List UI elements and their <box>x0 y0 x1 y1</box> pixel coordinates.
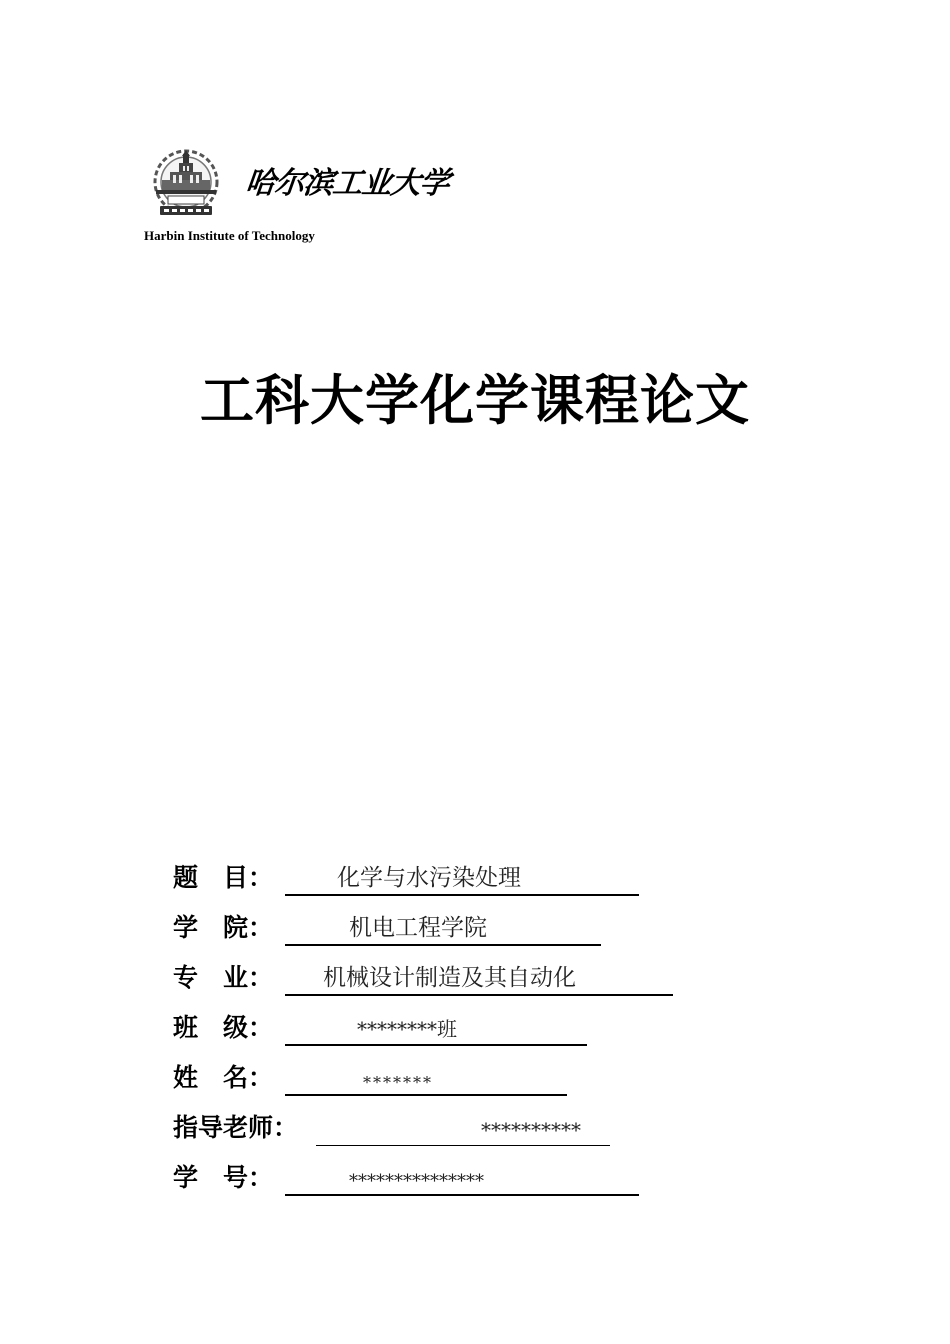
info-label-college: 学 院： <box>173 913 274 942</box>
info-value-advisor: ********** <box>481 1118 581 1142</box>
info-label-name: 姓 名： <box>173 1063 274 1092</box>
info-value-topic: 化学与水污染处理 <box>337 865 521 891</box>
underline <box>285 994 673 996</box>
info-value-class: ********班 <box>357 1017 457 1041</box>
university-logo <box>148 148 451 218</box>
info-label-class: 班 级： <box>173 1013 274 1042</box>
info-label-advisor: 指导老师： <box>173 1113 299 1142</box>
page-title: 工科大学化学课程论文 <box>200 369 750 432</box>
info-value-college: 机电工程学院 <box>349 915 487 941</box>
info-label-major: 专 业： <box>173 963 274 992</box>
university-english-name: Harbin Institute of Technology <box>144 228 315 243</box>
underline <box>285 1094 567 1096</box>
underline <box>285 1194 639 1196</box>
underline <box>285 944 601 946</box>
university-seal-icon <box>148 148 224 218</box>
info-value-student-id: *************** <box>349 1171 484 1192</box>
underline <box>285 1044 587 1046</box>
info-value-name: ******* <box>363 1073 433 1092</box>
underline <box>316 1145 610 1146</box>
info-label-student-id: 学 号： <box>173 1163 274 1192</box>
university-logo-text: 哈尔滨工业大学 <box>243 166 451 201</box>
info-label-topic: 题 目： <box>173 863 274 892</box>
info-value-major: 机械设计制造及其自动化 <box>323 965 576 991</box>
underline <box>285 894 639 896</box>
